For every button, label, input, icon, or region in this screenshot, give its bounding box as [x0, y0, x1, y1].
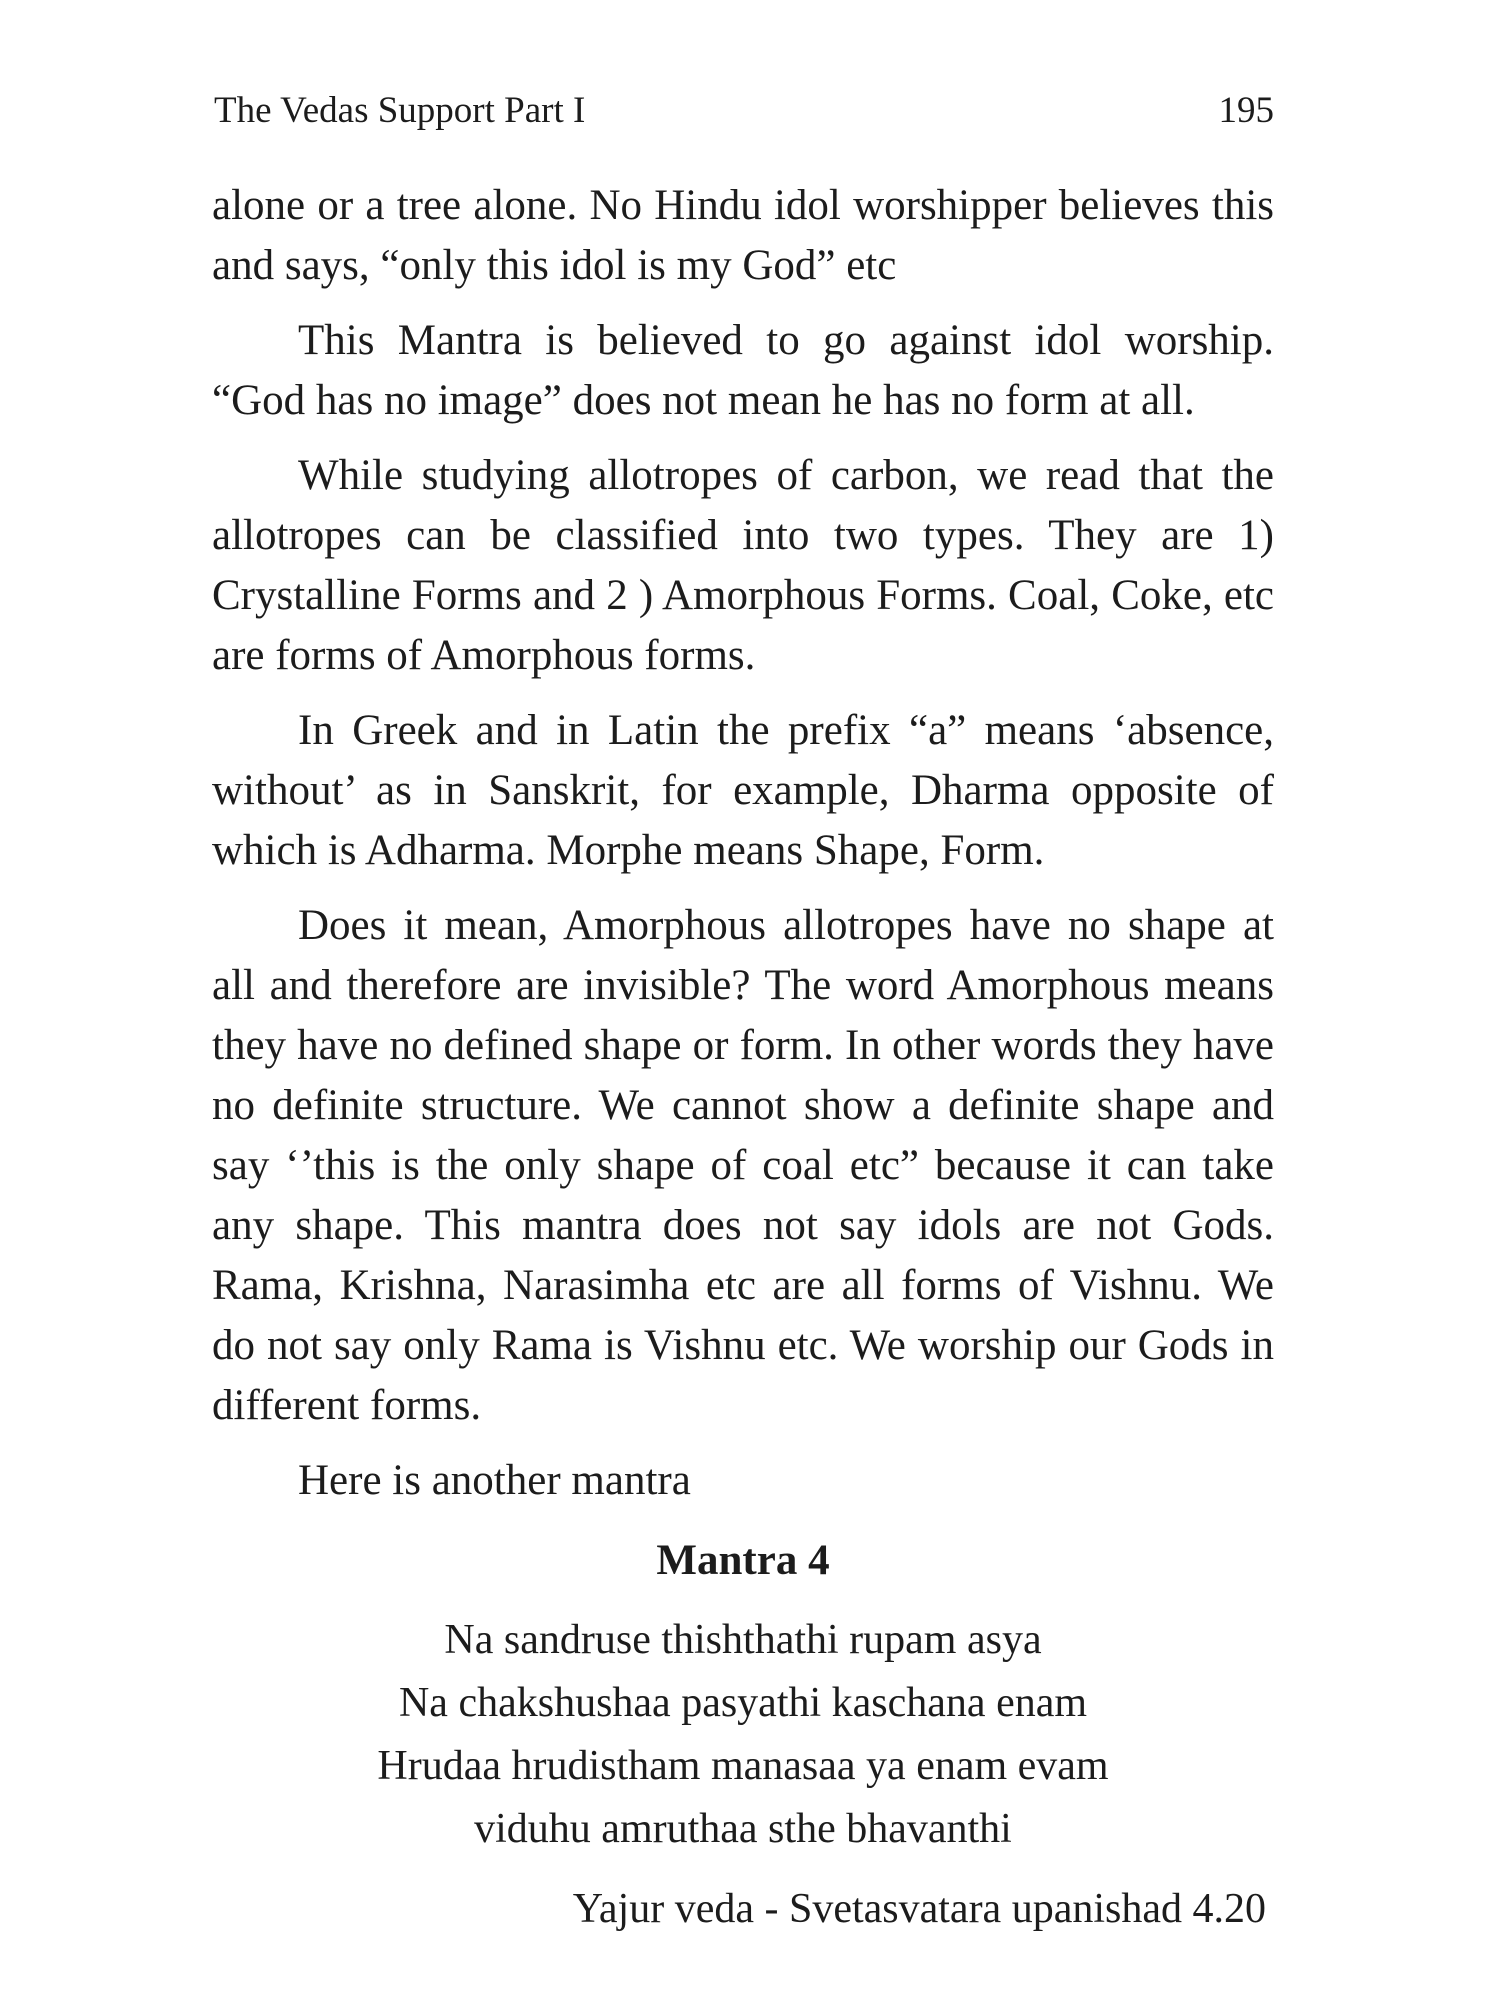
verse-line: viduhu amruthaa sthe bhavanthi: [474, 1806, 1012, 1852]
paragraph-prefix: In Greek and in Latin the prefix “a” means ‘absence, without’ as in Sanskrit, for example, Dharma opposite of which is Adharma. Morphe means Shape, Form.: [212, 707, 1274, 874]
paragraph-continuation: alone or a tree alone. No Hindu idol worshipper believes this and says, “only this idol is my God” etc: [212, 182, 1274, 289]
paragraph-amorphous: Does it mean, Amorphous allotropes have no shape at all and therefore are invisible? The word Amorphous means they have no defined shape or form. In other words they have no definite structure. We cannot show a definite shape and say ‘’this is the only shape of coal etc” because it can take any shape. This mantra does not say idols are not Gods. Rama, Krishna, Narasimha etc are all forms of Vishnu. We do not say only Rama is Vishnu etc. We worship our Gods in different forms.: [212, 902, 1274, 1429]
mantra-heading: Mantra 4: [656, 1537, 830, 1584]
verse-line: Hrudaa hrudistham manasaa ya enam evam: [377, 1743, 1109, 1789]
verse-line: Na chakshushaa pasyathi kaschana enam: [398, 1680, 1088, 1726]
book-page: [212, 0, 1274, 2000]
verse-line: Na sandruse thishthathi rupam asya: [444, 1617, 1042, 1663]
paragraph-allotropes: While studying allotropes of carbon, we read that the allotropes can be classified into two types. They are 1) Crystalline Forms and 2 ) Amorphous Forms. Coal, Coke, etc are forms of Amorphous forms.: [212, 452, 1274, 679]
page-number: 195: [1218, 90, 1274, 131]
body-text: [212, 176, 1274, 1939]
running-head: [212, 86, 1274, 136]
mantra-verse: [212, 1609, 1274, 1861]
paragraph-idol-worship: This Mantra is believed to go against idol worship. “God has no image” does not mean he has no form at all.: [212, 317, 1274, 424]
running-head-title: The Vedas Support Part I: [214, 90, 586, 131]
mantra-citation: Yajur veda - Svetasvatara upanishad 4.20: [572, 1886, 1266, 1932]
paragraph-another-mantra: Here is another mantra: [298, 1457, 691, 1504]
